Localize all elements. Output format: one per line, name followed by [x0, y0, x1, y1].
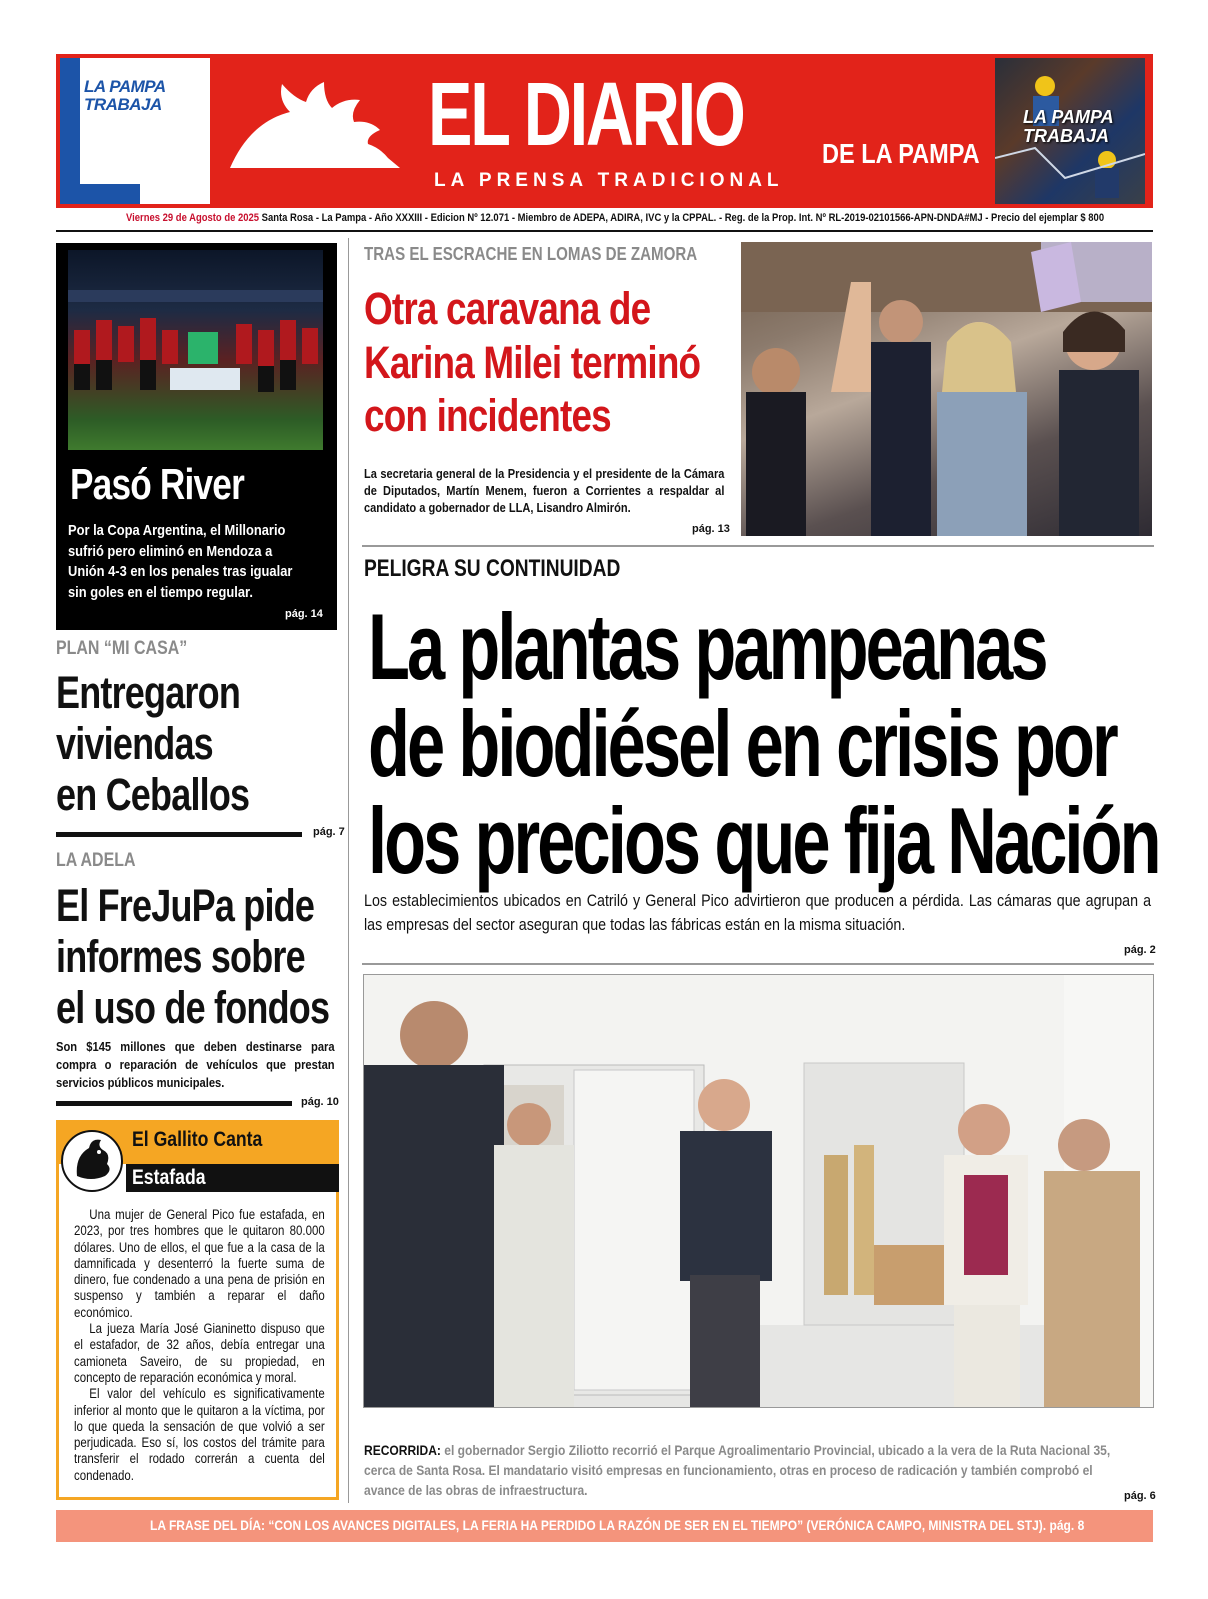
adela-page-ref[interactable]: pág. 10: [301, 1096, 339, 1108]
newspaper-title: EL DIARIO: [428, 65, 744, 165]
gallito-paragraph: El valor del vehículo es significativamente inferior al monto que le quitaron a la víctima, por lo que queda la sensación de que volvió a ser perjudicada. Eso sí, los costos del trámite para transferir el rodado correrán a cuenta del condenado.: [74, 1386, 325, 1483]
adela-headline-line: el uso de fondos: [56, 982, 330, 1033]
caption-text: el gobernador Sergio Ziliotto recorrió el Parque Agroalimentario Provincial, ubicado a la vera de la Ruta Nacional 35, cerca de Santa Rosa. El mandatario visitó empresas en funcionamiento, otras en proceso de radicación y también comprobó el avance de las obras de infraestructura.: [364, 1442, 1111, 1498]
gallito-title: El Gallito Canta: [132, 1128, 263, 1151]
newspaper-subtitle: DE LA PAMPA: [822, 138, 980, 169]
river-headline[interactable]: Pasó River: [70, 460, 244, 509]
milei-summary: La secretaria general de la Presidencia y el presidente de la Cámara de Diputados, Martín Menem, fueron a Corrientes a respaldar al candidato a gobernador de LLA, Lisandro Almirón.: [364, 466, 725, 515]
milei-headline[interactable]: [364, 282, 700, 443]
micasa-rule: [56, 832, 302, 837]
micasa-headline-line: en Ceballos: [56, 769, 250, 820]
main-page-ref[interactable]: pág. 2: [1124, 944, 1156, 956]
header-rule: [56, 230, 1153, 232]
gallito-body: [74, 1207, 325, 1484]
center-rule-2: [362, 963, 1154, 965]
main-headline-line: de biodiésel en crisis por: [368, 691, 1116, 796]
rooster-icon: [61, 1130, 123, 1192]
milei-headline-line: con incidentes: [364, 390, 611, 441]
edition-date: Viernes 29 de Agosto de 2025: [126, 212, 260, 224]
photo-caption: [364, 1440, 1117, 1500]
milei-headline-line: Otra caravana de: [364, 283, 651, 334]
frase-del-dia-text[interactable]: LA FRASE DEL DÍA: “CON LOS AVANCES DIGITALES, LA FERIA HA PERDIDO LA RAZÓN DE SER EN EL TIEMPO” (VERÓNICA CAMPO, MINISTRA DEL STJ). pág. 8: [150, 1517, 1085, 1533]
adela-headline-line: El FreJuPa pide: [56, 880, 315, 931]
river-page-ref[interactable]: pág. 14: [285, 608, 323, 620]
adela-summary: Son $145 millones que deben destinarse para compra o reparación de vehículos que prestan servicios públicos municipales.: [56, 1039, 335, 1090]
dateline: [126, 212, 1104, 224]
micasa-headline-line: Entregaron: [56, 667, 241, 718]
column-divider: [348, 238, 349, 1503]
promo-la-pampa-trabaja-left[interactable]: [60, 58, 210, 204]
river-team-photo: [68, 250, 323, 450]
milei-page-ref[interactable]: pág. 13: [692, 523, 730, 535]
photo-page-ref[interactable]: pág. 6: [1124, 1490, 1156, 1502]
edition-info: Santa Rosa - La Pampa - Año XXXIII - Edicion Nº 12.071 - Miembro de ADEPA, ADIRA, IVC y la CPPAL. - Reg. de la Prop. Int. Nº RL-2019-02101566-APN-DNDA#MJ - Precio del ejemplar $ 800: [261, 212, 1105, 224]
milei-headline-line: Karina Milei terminó: [364, 336, 701, 388]
micasa-headline[interactable]: [56, 667, 249, 820]
gallito-paragraph: La jueza María José Gianinetto dispuso que el estafador, de 32 años, debía entregar una camioneta Saveiro, de su propiedad, en concepto de reparación económica y moral.: [74, 1321, 325, 1385]
promo-left-text: LA PAMPA TRABAJA: [84, 77, 165, 114]
rising-sun-logo: [220, 82, 410, 174]
micasa-page-ref[interactable]: pág. 7: [313, 826, 345, 838]
caption-label: RECORRIDA:: [364, 1442, 441, 1458]
promo-la-pampa-trabaja-right[interactable]: [995, 58, 1145, 204]
milei-caravan-photo: [741, 242, 1152, 536]
adela-rule: [56, 1101, 292, 1106]
main-summary: Los establecimientos ubicados en Catriló y General Pico advirtieron que producen a pérdida. Las cámaras que agrupan a las empresas del sector aseguran que todas las fábricas están en la misma situación.: [364, 891, 1152, 934]
main-headline[interactable]: [368, 594, 1159, 893]
main-headline-line: La plantas pampeanas: [368, 594, 1046, 699]
main-headline-line: los precios que fija Nación: [368, 788, 1159, 893]
adela-headline[interactable]: [56, 880, 329, 1033]
adela-kicker: LA ADELA: [56, 850, 136, 871]
center-rule-1: [362, 545, 1154, 547]
gallito-subtitle[interactable]: Estafada: [132, 1166, 206, 1189]
river-summary: Por la Copa Argentina, el Millonario sufrió pero eliminó en Mendoza a Unión 4-3 en los penales tras igualar sin goles en el tiempo regular.: [68, 522, 293, 601]
milei-kicker: TRAS EL ESCRACHE EN LOMAS DE ZAMORA: [364, 244, 698, 264]
promo-right-text: LA PAMPA TRABAJA: [1023, 107, 1113, 146]
micasa-kicker: PLAN “MI CASA”: [56, 638, 188, 659]
ziliotto-tour-photo: [363, 974, 1154, 1408]
main-kicker: PELIGRA SU CONTINUIDAD: [364, 555, 621, 582]
micasa-headline-line: viviendas: [56, 718, 213, 769]
gallito-paragraph: Una mujer de General Pico fue estafada, en 2023, por tres hombres que le quitaron 80.000 dólares. Uno de ellos, el que fue a la casa de la damnificada y desenterró la fuerte suma de dinero, fue condenado a una pena de prisión en suspenso y también a reparar el daño económico.: [74, 1207, 325, 1320]
tagline: LA PRENSA TRADICIONAL: [434, 170, 784, 191]
adela-headline-line: informes sobre: [56, 931, 305, 982]
